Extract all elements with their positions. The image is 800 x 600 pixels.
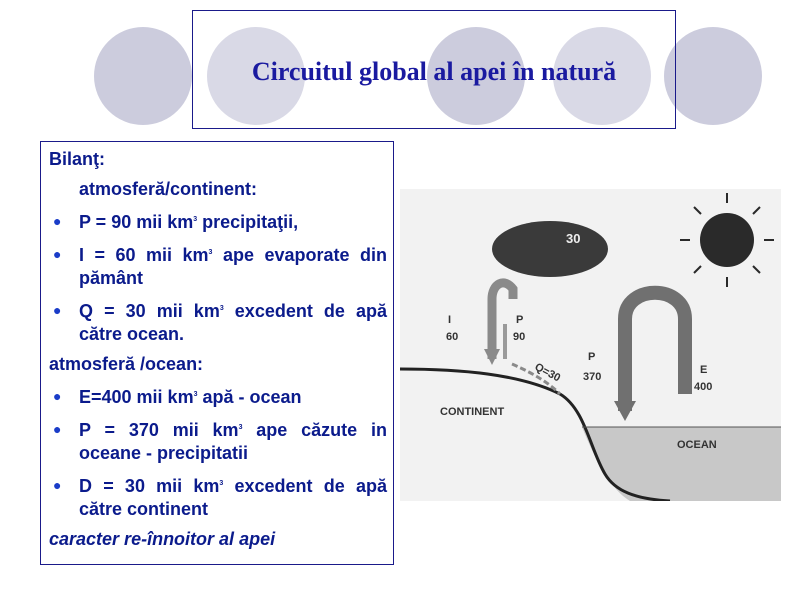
land-arrow-head: [484, 349, 500, 365]
bullet-icon: ●: [53, 213, 62, 229]
bullet-icon: ●: [53, 246, 62, 262]
slide-title: Circuitul global al apei în natură: [251, 57, 617, 86]
ocean-subheading: atmosferă /ocean:: [49, 354, 204, 374]
list-item: ● D = 30 mii $km^3$ excedent de apă către continent: [53, 476, 387, 519]
list-item: ● P = 90 mii $km^3$ precipitaţii,: [53, 212, 299, 232]
continent-label: CONTINENT: [440, 406, 505, 418]
value-i: 60: [446, 331, 459, 343]
bullet-icon: ●: [53, 302, 62, 318]
content-box: [40, 141, 394, 565]
balance-heading: Bilanţ:: [49, 149, 105, 169]
cloud-value: 30: [566, 231, 581, 246]
decor-circle-5: [664, 27, 762, 125]
bullet-icon: ●: [53, 388, 62, 404]
ocean-arrow-head: [614, 401, 636, 421]
land-cycle-arrow: [492, 283, 513, 359]
list-item: ● Q = 30 mii $km^3$ excedent de apă către ocean.: [53, 301, 387, 344]
label-q: Q=30: [532, 361, 563, 385]
label-e: E: [700, 364, 708, 376]
list-item: ● E=400 mii $km^3$ apă - ocean: [53, 387, 302, 407]
content-text: [49, 148, 387, 558]
land-subheading: atmosferă/continent:: [79, 179, 258, 199]
ocean-label: OCEAN: [677, 439, 717, 451]
sun-icon: [700, 213, 754, 267]
water-cycle-svg: [400, 189, 781, 501]
conclusion-text: caracter re-înnoitor al apei: [49, 529, 276, 549]
list-item: ● I = 60 mii $km^3$ ape evaporate din pământ: [53, 245, 387, 288]
label-p-land: P: [516, 314, 524, 326]
decor-circle-1: [94, 27, 192, 125]
value-p-ocean: 370: [583, 371, 602, 383]
bullet-icon: ●: [53, 477, 62, 493]
label-p-ocean: P: [588, 351, 596, 363]
bullet-icon: ●: [53, 421, 62, 437]
label-i: I: [448, 314, 452, 326]
list-item: ● P = 370 mii $km^3$ ape căzute in oceane - precipitatii: [53, 420, 387, 463]
water-cycle-diagram: [400, 189, 781, 501]
cloud-icon: [492, 221, 608, 277]
value-e: 400: [694, 381, 713, 393]
ocean-cycle-arrow: [625, 293, 685, 411]
title-box: [192, 10, 676, 129]
value-p-land: 90: [513, 331, 526, 343]
